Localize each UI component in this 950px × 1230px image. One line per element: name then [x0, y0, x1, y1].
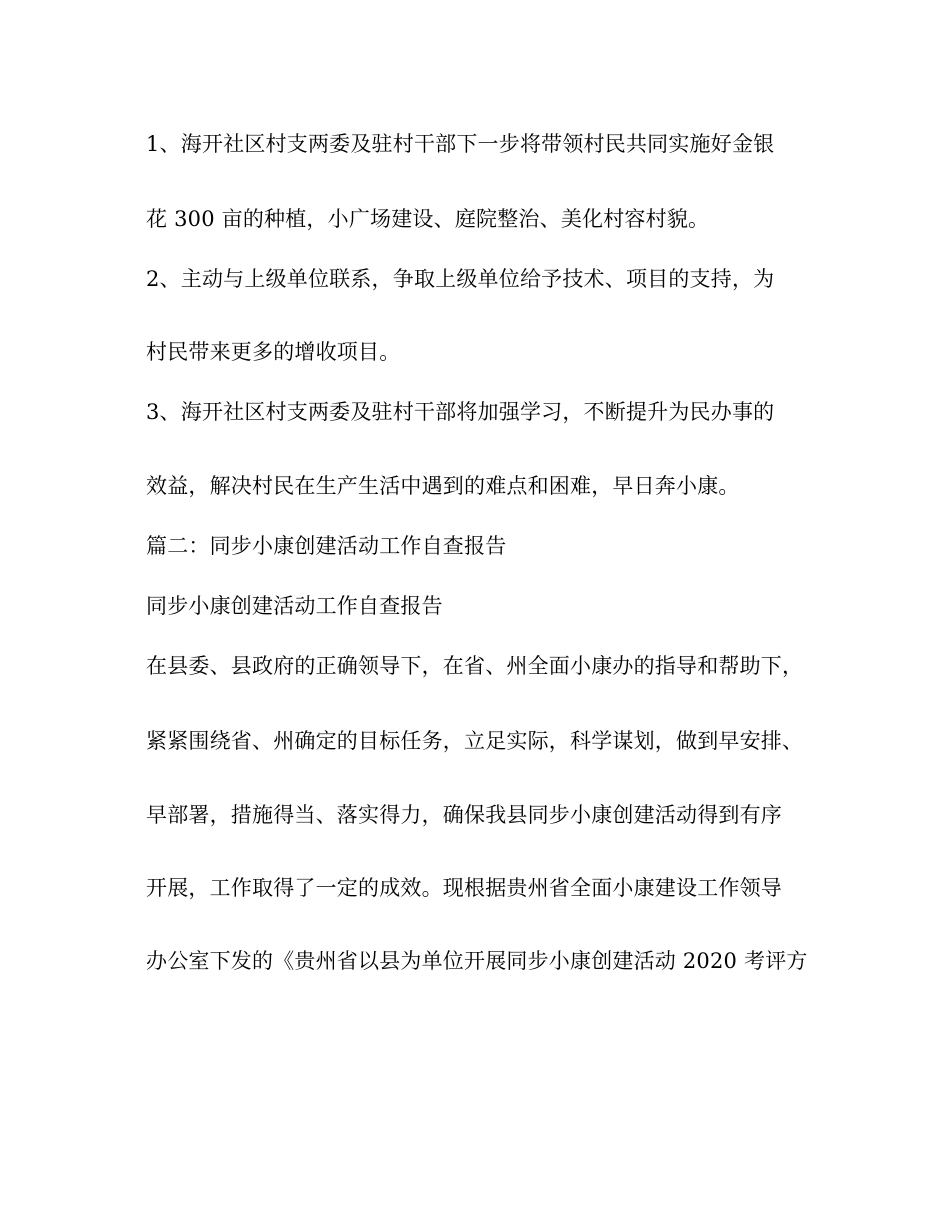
- paragraph-1-line-1: 1、海开社区村支两委及驻村干部下一步将带领村民共同实施好金银: [146, 132, 775, 156]
- paragraph-3-line-2: 效益，解决村民在生产生活中遇到的难点和困难，早日奔小康。: [146, 474, 740, 498]
- paragraph-3-line-1: 3、海开社区村支两委及驻村干部将加强学习，不断提升为民办事的: [146, 400, 775, 424]
- paragraph-1-line-2: 花 300 亩的种植，小广场建设、庭院整治、美化村容村貌。: [146, 207, 710, 231]
- paragraph-2-line-1: 2、主动与上级单位联系，争取上级单位给予技术、项目的支持，为: [146, 267, 775, 291]
- body-line-1: 在县委、县政府的正确领导下，在省、州全面小康办的指导和帮助下，: [146, 654, 804, 678]
- paragraph-2-line-2: 村民带来更多的增收项目。: [146, 340, 401, 364]
- body-line-4: 开展，工作取得了一定的成效。现根据贵州省全面小康建设工作领导: [146, 876, 782, 900]
- body-line-2: 紧紧围绕省、州确定的目标任务，立足实际，科学谋划，做到早安排、: [146, 729, 804, 753]
- section-heading: 篇二：同步小康创建活动工作自查报告: [146, 534, 507, 558]
- report-title: 同步小康创建活动工作自查报告: [146, 594, 443, 618]
- body-line-5: 办公室下发的《贵州省以县为单位开展同步小康创建活动 2020 考评方: [146, 949, 808, 973]
- body-line-3: 早部署，措施得当、落实得力，确保我县同步小康创建活动得到有序: [146, 803, 782, 827]
